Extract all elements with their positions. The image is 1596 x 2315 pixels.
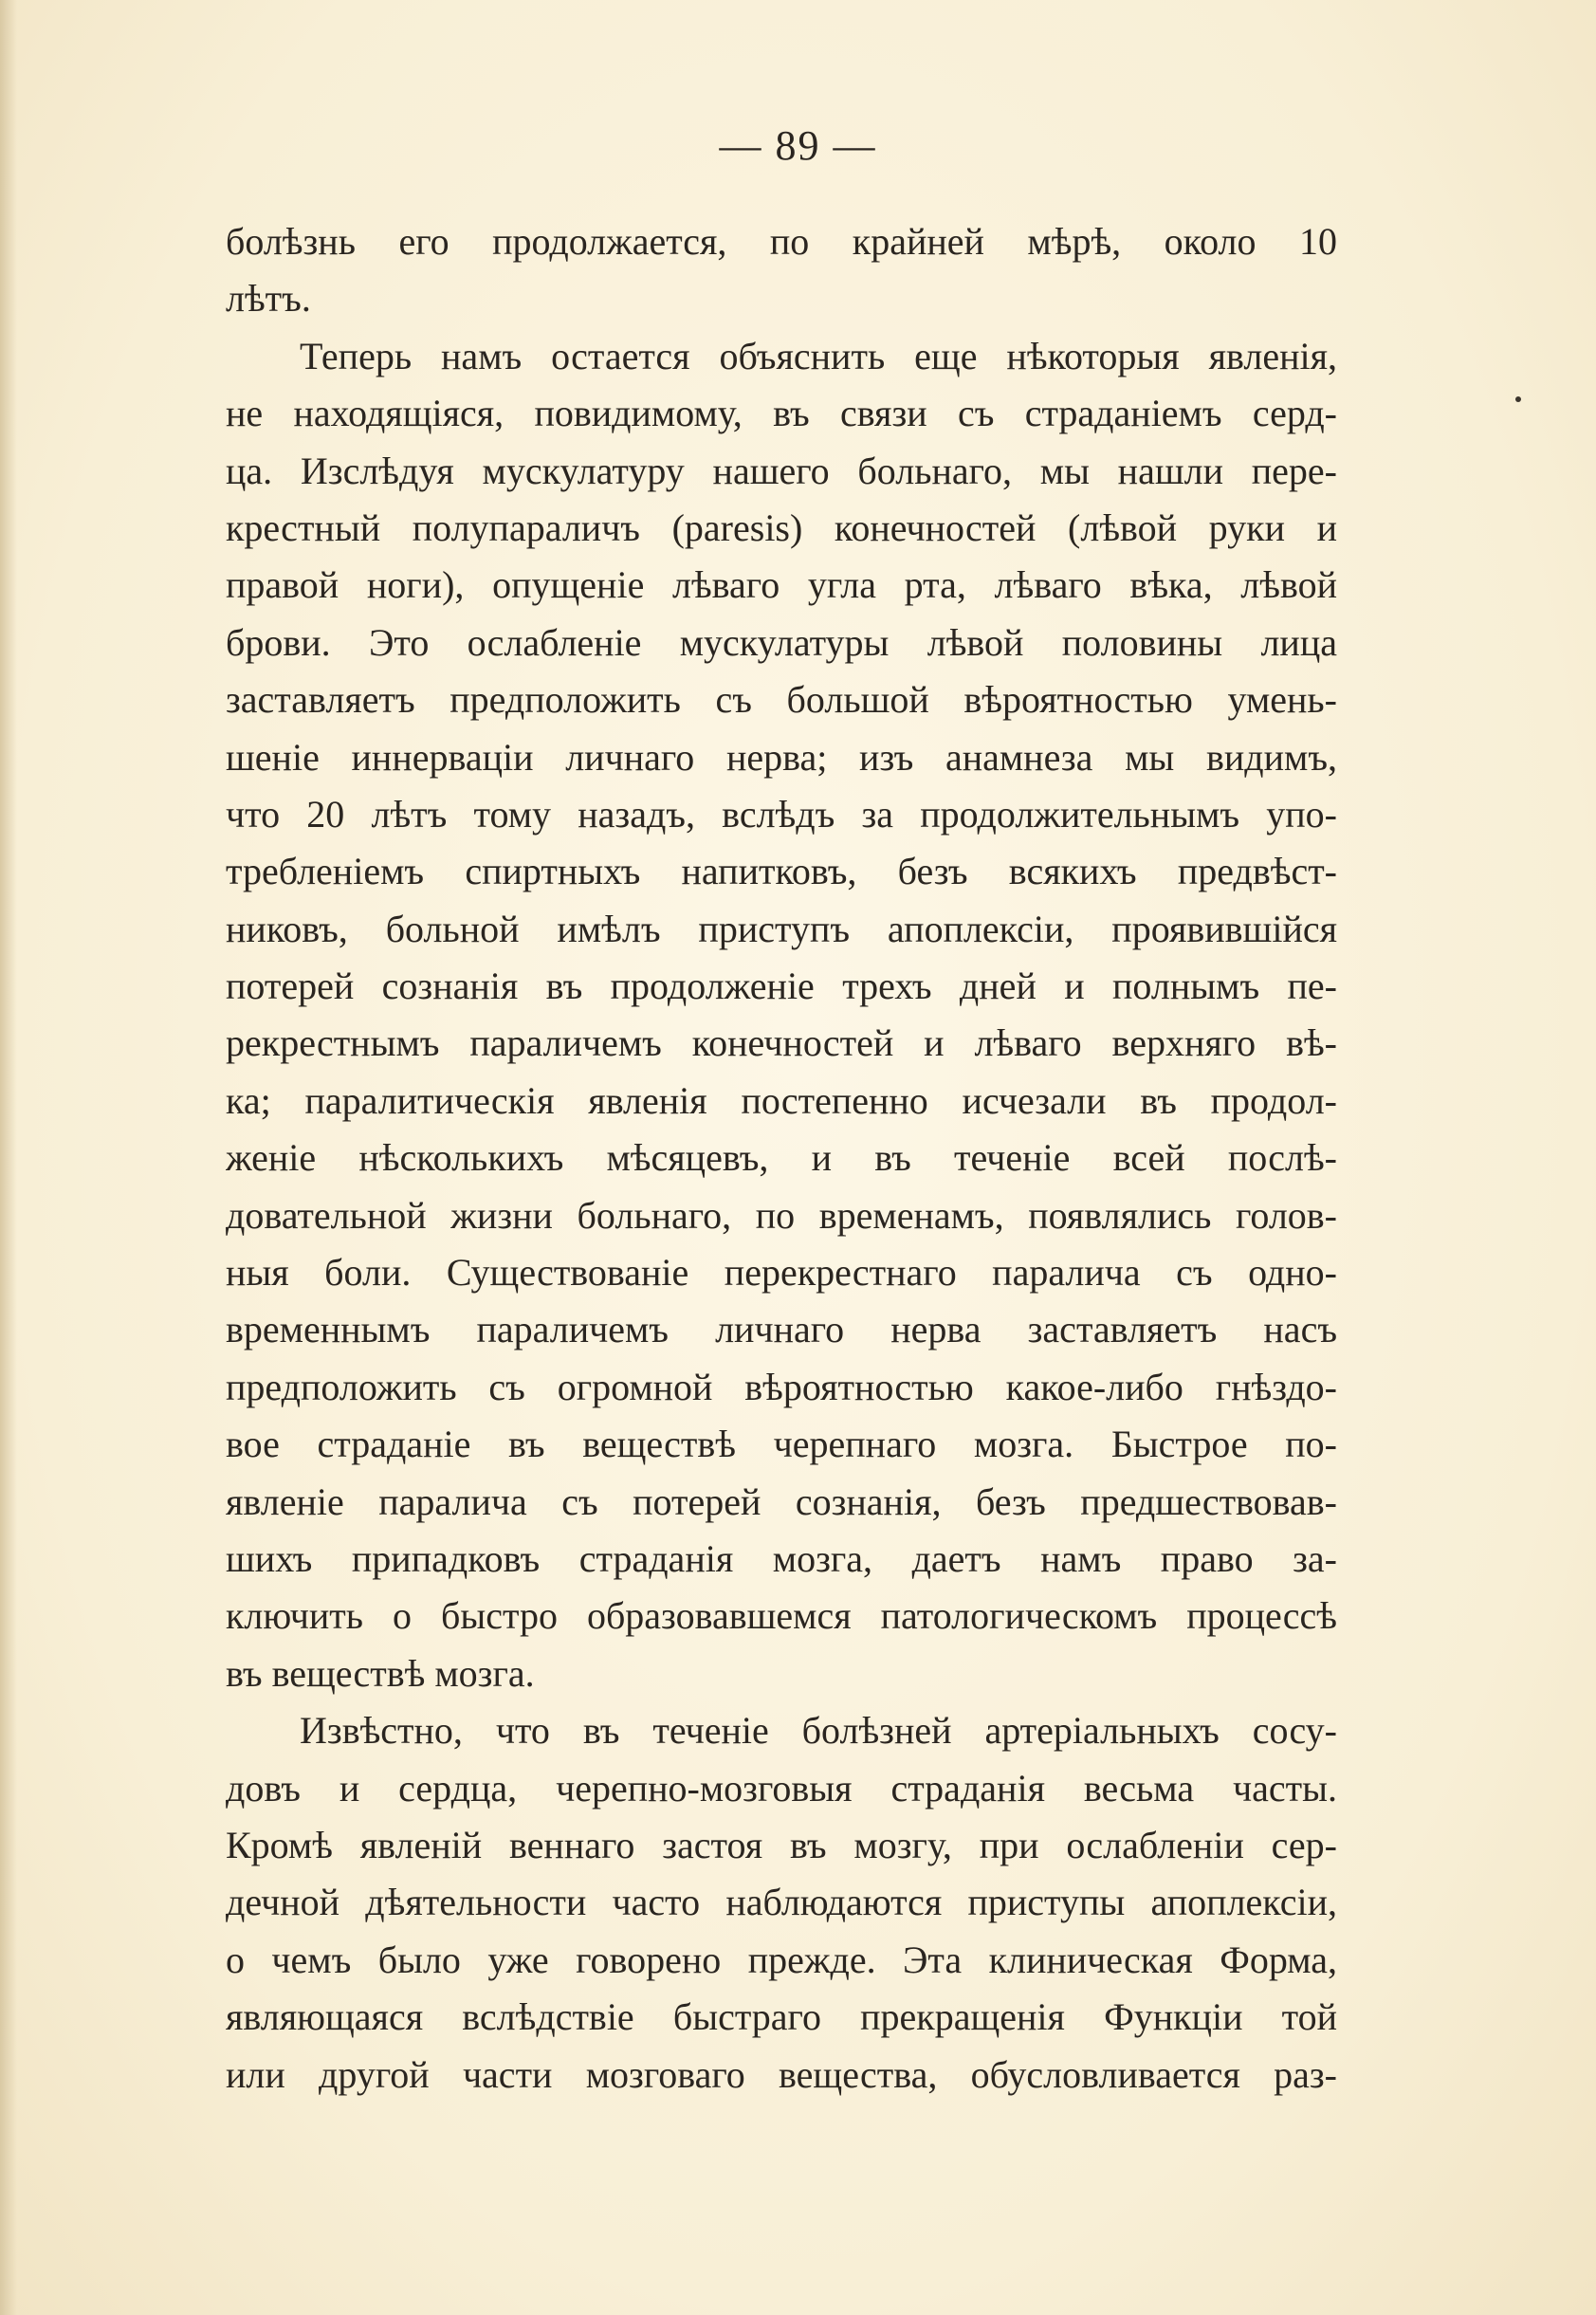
text-line: рекрестнымъ параличемъ конечностей и лѣваго верхняго вѣ- (226, 1021, 1337, 1065)
text-line: потерей сознанія въ продолженіе трехъ дней и полнымъ пе- (226, 965, 1337, 1008)
page-number: — 89 — (719, 122, 877, 169)
text-line: женіе нѣсколькихъ мѣсяцевъ, и въ теченіе всей послѣ- (226, 1136, 1337, 1180)
text-line: ка; паралитическія явленія постепенно исчезали въ продол- (226, 1078, 1337, 1122)
text-line: болѣзнь его продолжается, по крайней мѣрѣ, около 10 (226, 220, 1337, 263)
text-line: ключить о быстро образовавшемся патологическомъ процессѣ (226, 1594, 1337, 1638)
page-spine-shadow (0, 0, 17, 2315)
text-line: вое страданіе въ веществѣ черепнаго мозга. Быстрое по- (226, 1423, 1337, 1466)
text-line: правой ноги), опущеніе лѣваго угла рта, лѣваго вѣка, лѣвой (226, 563, 1337, 607)
text-line: шихъ припадковъ страданія мозга, даетъ намъ право за- (226, 1536, 1337, 1580)
text-line: Кромѣ явленій веннаго застоя въ мозгу, при ослабленіи сер- (226, 1823, 1337, 1866)
text-line: въ веществѣ мозга. (226, 1651, 535, 1695)
text-line: что 20 лѣтъ тому назадъ, вслѣдъ за продолжительнымъ упо- (226, 792, 1337, 836)
text-line: предположить съ огромной вѣроятностью какое-либо гнѣздо- (226, 1365, 1337, 1408)
text-line: являющаяся вслѣдствіе быстраго прекращенія Функціи той (226, 1995, 1337, 2039)
text-line: или другой части мозговаго вещества, обусловливается раз- (226, 2052, 1337, 2096)
text-line: Извѣстно, что въ теченіе болѣзней артеріальныхъ сосу- (300, 1709, 1337, 1753)
text-line: дечной дѣятельности часто наблюдаются приступы апоплексіи, (226, 1881, 1337, 1924)
text-line: Теперь намъ остается объяснить еще нѣкоторыя явленія, (300, 334, 1337, 377)
text-line: шеніе иннерваціи личнаго нерва; изъ анамнеза мы видимъ, (226, 735, 1337, 779)
text-line: требленіемъ спиртныхъ напитковъ, безъ всякихъ предвѣст- (226, 850, 1337, 893)
ink-speck (1515, 396, 1521, 402)
text-line: заставляетъ предположить съ большой вѣроятностью умень- (226, 678, 1337, 722)
text-line: довъ и сердца, черепно-мозговыя страданія весьма часты. (226, 1766, 1337, 1810)
text-line: никовъ, больной имѣлъ приступъ апоплексіи, проявившійся (226, 907, 1337, 950)
text-line: лѣтъ. (226, 277, 311, 321)
text-line: явленіе паралича съ потерей сознанія, безъ предшествовав- (226, 1479, 1337, 1523)
text-line: брови. Это ослабленіе мускулатуры лѣвой половины лица (226, 620, 1337, 664)
text-line: о чемъ было уже говорено прежде. Эта клиническая Форма, (226, 1938, 1337, 1981)
text-line: довательной жизни больнаго, по временамъ, появлялись голов- (226, 1193, 1337, 1237)
body-text (226, 213, 1337, 2104)
text-line: крестный полупараличъ (paresis) конечностей (лѣвой руки и (226, 505, 1337, 549)
text-line: не находящіяся, повидимому, въ связи съ страданіемъ серд- (226, 392, 1337, 435)
text-line: ныя боли. Существованіе перекрестнаго паралича съ одно- (226, 1251, 1337, 1295)
text-line: временнымъ параличемъ личнаго нерва заставляетъ насъ (226, 1308, 1337, 1351)
text-line: ца. Изслѣдуя мускулатуру нашего больнаго, мы нашли пере- (226, 449, 1337, 492)
